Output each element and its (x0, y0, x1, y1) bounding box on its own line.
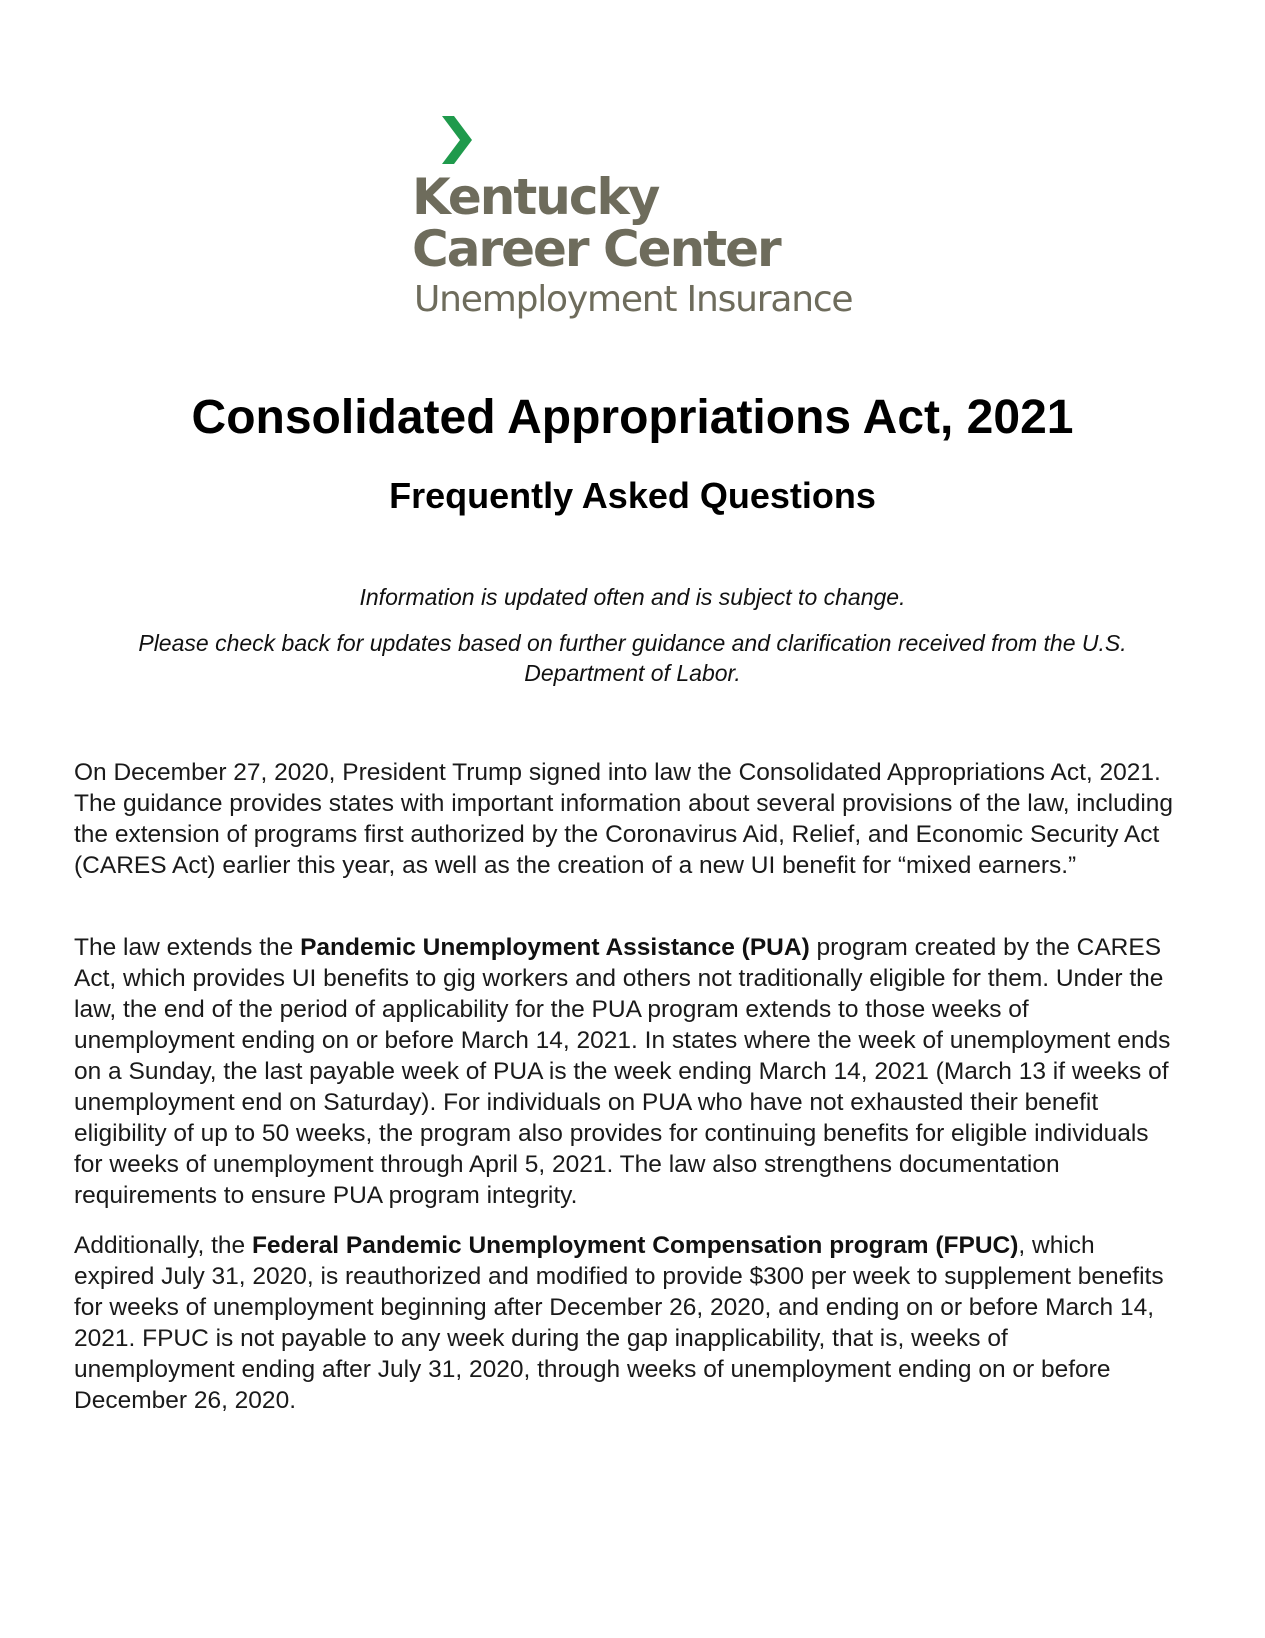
intro-paragraph: On December 27, 2020, President Trump signed into law the Consolidated Appropriations Act, 2021. The guidance provides states with important information about several provisions of the law, including the extension of programs first authorized by the Coronavirus Aid, Relief, and Economic Security Act (CARES Act) earlier this year, as well as the creation of a new UI benefit for “mixed earners.” (74, 759, 1174, 879)
logo-text-unemployment-insurance: Unemployment Insurance (414, 279, 853, 320)
logo-text-kentucky: Kentucky (412, 168, 659, 226)
page-title: Consolidated Appropriations Act, 2021 (191, 391, 1074, 444)
pua-program-name: Pandemic Unemployment Assistance (PUA) (300, 934, 810, 961)
kentucky-career-center-logo (412, 116, 852, 326)
check-back-notice: Please check back for updates based on further guidance and clarification received from the U.S. Department of Labor. (138, 630, 1127, 686)
fpuc-text-lead: Additionally, the (74, 1232, 252, 1259)
fpuc-program-name: Federal Pandemic Unemployment Compensation program (FPUC) (251, 1232, 1019, 1259)
page-subtitle: Frequently Asked Questions (389, 475, 876, 516)
pua-paragraph (74, 932, 1174, 1211)
logo-text-career-center: Career Center (412, 220, 780, 278)
chevron-right-icon (442, 116, 472, 164)
pua-text-body: program created by the CARES Act, which provides UI benefits to gig workers and others not traditionally eligible for them. Under the law, the end of the period of applicability for the PUA program extends to those weeks of unemployment ending on or before March 14, 2021. In states where the week of unemployment ends on a Sunday, the last payable week of PUA is the week ending March 14, 2021 (March 13 if weeks of unemployment end on Saturday). For individuals on PUA who have not exhausted their benefit eligibility of up to 50 weeks, the program also provides for continuing benefits for eligible individuals for weeks of unemployment through April 5, 2021. The law also strengthens documentation requirements to ensure PUA program integrity. (74, 934, 1171, 1209)
fpuc-text-body: , which expired July 31, 2020, is reauthorized and modified to provide $300 per week to supplement benefits for weeks of unemployment beginning after December 26, 2020, and ending on or before March 14, 2021. FPUC is not payable to any week during the gap inapplicability, that is, weeks of unemployment ending after July 31, 2020, through weeks of unemployment ending on or before December 26, 2020. (74, 1232, 1164, 1414)
pua-text-lead: The law extends the (74, 934, 301, 961)
fpuc-paragraph (74, 1230, 1174, 1416)
update-notice: Information is updated often and is subject to change. (359, 584, 906, 610)
